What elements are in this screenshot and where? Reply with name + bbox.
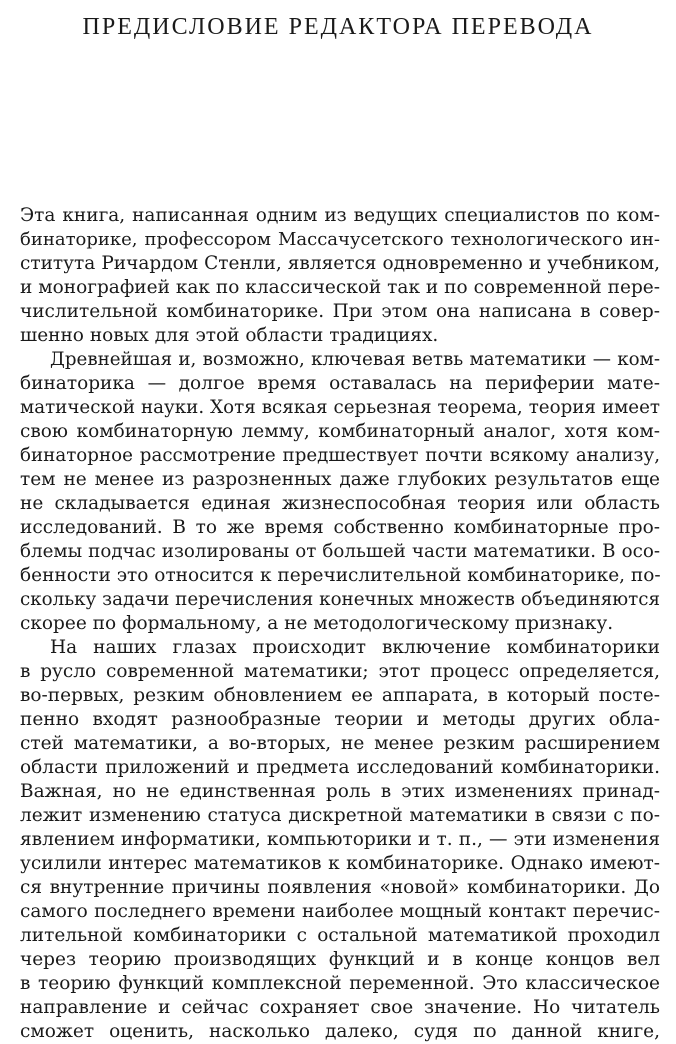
text-line: исследований. В то же время собственно комбинаторные про- [20,517,660,538]
text-line: в русло современной математики; этот процесс определяется, [20,661,660,682]
page-title: ПРЕДИСЛОВИЕ РЕДАКТОРА ПЕРЕВОДА [82,14,594,40]
text-line: скольку задачи перечисления конечных множеств объединяются [20,589,660,610]
text-line: Важная, но не единственная роль в этих изменениях принад- [20,781,660,802]
text-line: матической науки. Хотя всякая серьезная теорема, теория имеет [20,397,660,418]
text-line: Древнейшая и, возможно, ключевая ветвь математики — ком- [50,349,660,370]
text-line: стей математики, а во-вторых, не менее резким расширением [20,733,660,754]
text-line: бинаторное рассмотрение предшествует почти всякому анализу, [20,445,660,466]
text-line: области приложений и предмета исследований комбинаторики. [20,757,660,778]
text-line: бинаторике, профессором Массачусетского технологического ин- [20,229,660,250]
text-line: свою комбинаторную лемму, комбинаторный аналог, хотя ком- [20,421,660,442]
text-line: не складывается единая жизнеспособная теория или область [20,493,660,514]
text-line: и монографией как по классической так и по современной пере- [20,277,660,298]
text-line: ститута Ричардом Стенли, является одновременно и учебником, [20,253,660,274]
text-line: самого последнего времени наиболее мощный контакт перечис- [20,901,660,922]
text-line: блемы подчас изолированы от большей части математики. В осо- [20,541,660,562]
text-line: Эта книга, написанная одним из ведущих специалистов по ком- [20,205,660,226]
text-line: тем не менее из разрозненных даже глубоких результатов еще [20,469,660,490]
text-line: усилили интерес математиков к комбинаторике. Однако имеют- [20,853,660,874]
text-line: бенности это относится к перечислительной комбинаторике, по- [20,565,661,586]
text-line: На наших глазах происходит включение комбинаторики [50,637,660,658]
text-line: лежит изменению статуса дискретной математики в связи с по- [20,805,660,826]
text-line: лительной комбинаторики с остальной математикой проходил [20,925,660,946]
text-line: явлением информатики, компьюторики и т. п., — эти изменения [20,829,660,850]
text-line: направление и сейчас сохраняет свое значение. Но читатель [20,997,660,1018]
text-line: сможет оценить, насколько далеко, судя по данной книге, [20,1021,660,1042]
text-line: числительной комбинаторике. При этом она написана в совер- [20,301,660,322]
text-line: в теорию функций комплексной переменной. Это классическое [20,973,660,994]
text-line: шенно новых для этой области традициях. [20,325,439,346]
text-line: ся внутренние причины появления «новой» комбинаторики. До [20,877,660,898]
text-line: скорее по формальному, а не методологическому признаку. [20,613,614,634]
text-line: через теорию производящих функций и в конце концов вел [20,949,660,970]
text-line: пенно входят разнообразные теории и методы других обла- [20,709,660,730]
text-line: бинаторика — долгое время оставалась на периферии мате- [20,373,660,394]
text-line: во-первых, резким обновлением ее аппарата, в который посте- [20,685,660,706]
